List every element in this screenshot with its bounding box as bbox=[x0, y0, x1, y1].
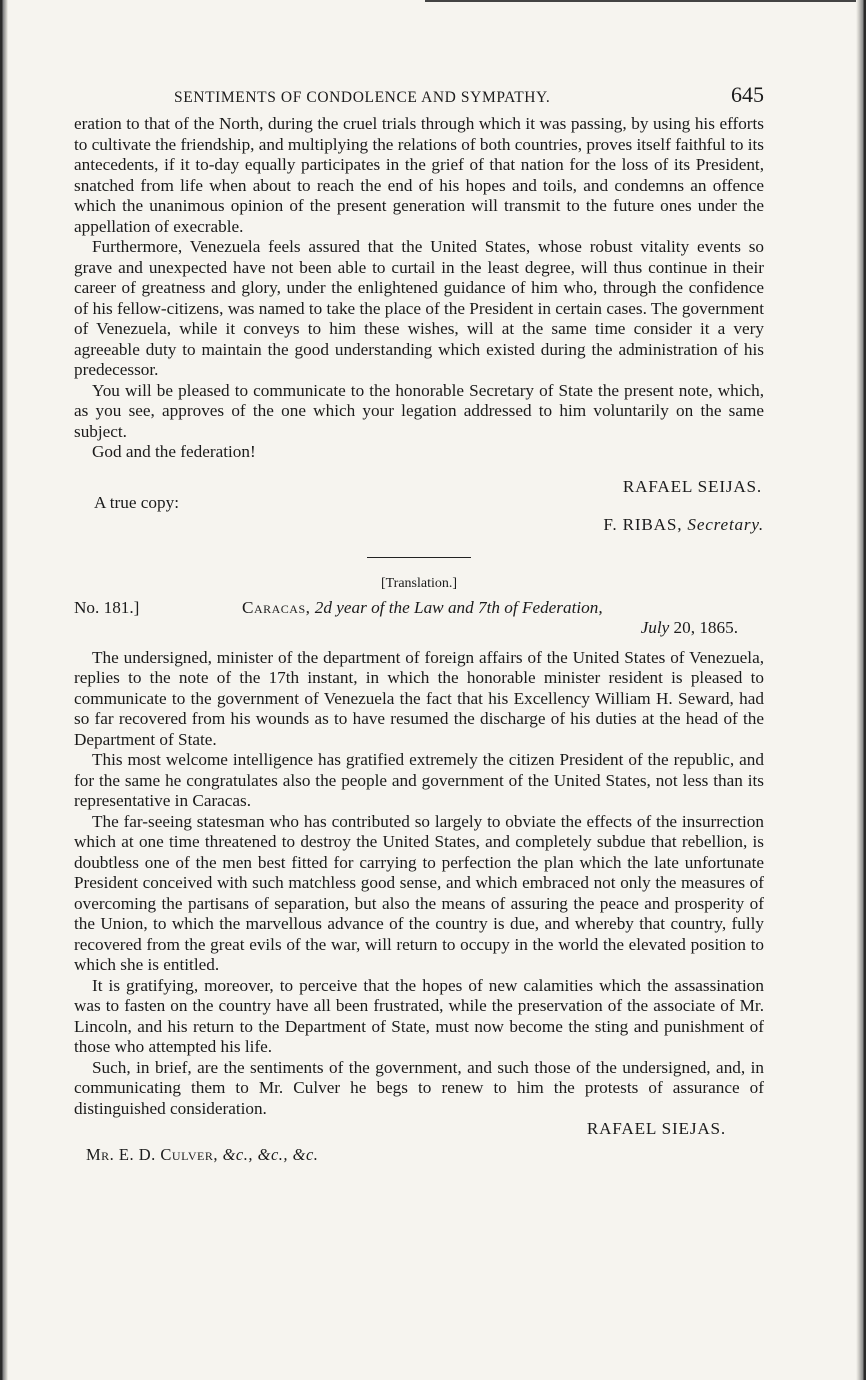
dateline-month: July bbox=[640, 617, 670, 637]
letter1-paragraph-2: Furthermore, Venezuela feels assured that the United States, whose robust vitality events so grave and unexpected have not been able to curtail in the least degree, will thus continue in their career of greatness and glory, under the enlightened guidance of him who, through the confidence of his fellow-citizens, was named to take the place of the President in certain cases. The government of Venezuela, while it conveys to him these wishes, will at the same time consider it a very agreeable duty to maintain the good understanding which existed during the administration of his predecessor. bbox=[74, 237, 764, 379]
dateline-date bbox=[74, 618, 738, 638]
addressee-name: Mr. E. D. Culver, bbox=[86, 1145, 218, 1164]
running-title: SENTIMENTS OF CONDOLENCE AND SYMPATHY. bbox=[174, 89, 551, 106]
letter1-paragraph-1: eration to that of the North, during the cruel trials through which it was passing, by using his efforts to cultivate the friendship, and multiplying the relations of both countries, proves itself faithful to its antecedents, if it to-day equally participates in the grief of that nation for the loss of its President, snatched from life when about to reach the end of his hopes and toils, and condemns an offence which the unanimous opinion of the present generation will transmit to the future ones under the appellation of execrable. bbox=[74, 114, 764, 236]
page-number: 645 bbox=[731, 82, 764, 107]
addressee bbox=[86, 1145, 764, 1165]
page-edge-left bbox=[0, 0, 8, 1380]
letter2-paragraph-5: Such, in brief, are the sentiments of the government, and such those of the undersigned, and, in communicating them to Mr. Culver he begs to renew to him the protests of assurance of distinguished consideration. bbox=[74, 1057, 764, 1118]
letter2-dateline bbox=[74, 598, 764, 618]
dateline-year: 2d year of the Law and 7th of Federation, bbox=[314, 597, 603, 617]
translation-label: [Translation.] bbox=[380, 575, 458, 591]
secretary-signature bbox=[74, 515, 764, 535]
addressee-etc: &c., &c., &c. bbox=[222, 1145, 319, 1164]
secretary-title: Secretary. bbox=[687, 514, 764, 534]
document-page bbox=[74, 82, 764, 1165]
true-copy-note: A true copy: bbox=[94, 492, 179, 512]
letter1-closing: God and the federation! bbox=[92, 442, 256, 461]
letter2-signature: RAFAEL SIEJAS. bbox=[586, 1119, 726, 1138]
letter-number: No. 181.] bbox=[74, 597, 140, 617]
letter1-paragraph-3: You will be pleased to communicate to the honorable Secretary of State the present note, which, as you see, approves of the one which your legation addressed to him voluntarily on the same subject. bbox=[74, 380, 764, 441]
letter2-paragraph-4: It is gratifying, moreover, to perceive that the hopes of new calamities which the assassination was to fasten on the country have all been frustrated, while the preservation of the associate of Mr. Lincoln, and his return to the Department of State, must now become the sting and punishment of those who attempted his life. bbox=[74, 975, 764, 1056]
secretary-name: F. RIBAS, bbox=[603, 514, 683, 534]
letter1-signature: RAFAEL SEIJAS. bbox=[622, 476, 762, 496]
letter2-paragraph-3: The far-seeing statesman who has contributed so largely to obviate the effects of the insurrection which at one time threatened to destroy the United States, and completely subdue that rebellion, is doubtless one of the men best fitted for carrying to perfection the plan which the late unfortunate President conceived with such matchless good sense, and which embraced not only the measures of overcoming the partisans of separation, but also the means of assuring the peace and prosperity of the Union, to which the marvellous advance of the country is due, and whereby that country, fully recovered from the great evils of the war, will return to occupy in the world the elevated position to which she is entitled. bbox=[74, 811, 764, 974]
top-edge-line bbox=[425, 0, 856, 2]
running-header bbox=[174, 82, 764, 108]
section-divider bbox=[367, 557, 471, 558]
letter2-paragraph-1: The undersigned, minister of the department of foreign affairs of the United States of Venezuela, replies to the note of the 17th instant, in which the honorable minister resident is pleased to communicate to the government of Venezuela the fact that his Excellency William H. Seward, had so far recovered from his wounds as to have resumed the discharge of his duties at the head of the Department of State. bbox=[74, 647, 764, 749]
letter2-paragraph-2: This most welcome intelligence has gratified extremely the citizen President of the republic, and for the same he congratulates also the people and government of the United States, not less than its representative in Caracas. bbox=[74, 750, 764, 810]
dateline-day-year: 20, 1865. bbox=[673, 617, 738, 637]
dateline-place-date bbox=[234, 598, 764, 618]
dateline-place: Caracas, bbox=[242, 597, 311, 617]
page-edge-right bbox=[856, 0, 866, 1380]
